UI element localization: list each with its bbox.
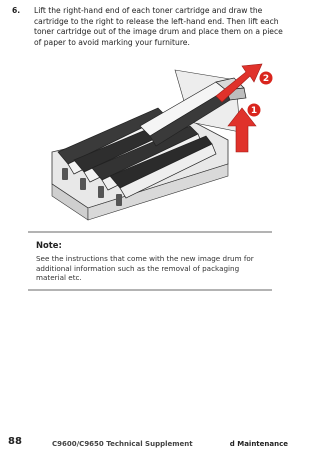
step-number: 6. [12,6,21,15]
page-number: 88 [8,436,22,447]
step-text: Lift the right-hand end of each toner cartridge and draw the cartridge to the right to release the left-hand end. Then lift each toner cartridge out of the image drum and place them on a piece of paper to avoid marking your furniture. [34,6,283,47]
note-text: See the instructions that come with the new image drum for additional information such as the removal of packaging material etc. [36,254,254,283]
callout-1: 1 [250,106,258,117]
callout-2: 2 [262,74,270,85]
footer-section [228,440,288,448]
footer-section-label: Maintenance [237,440,288,448]
note-bottom-rule [28,289,272,291]
note-title: Note: [36,240,62,250]
note-box [28,231,272,291]
page-footer [0,436,300,464]
note-top-rule [28,231,272,233]
toner-cartridge-illustration [40,60,280,225]
footer-section-prefix: d [229,440,235,448]
footer-document-title: C9600/C9650 Technical Supplement [52,440,193,448]
